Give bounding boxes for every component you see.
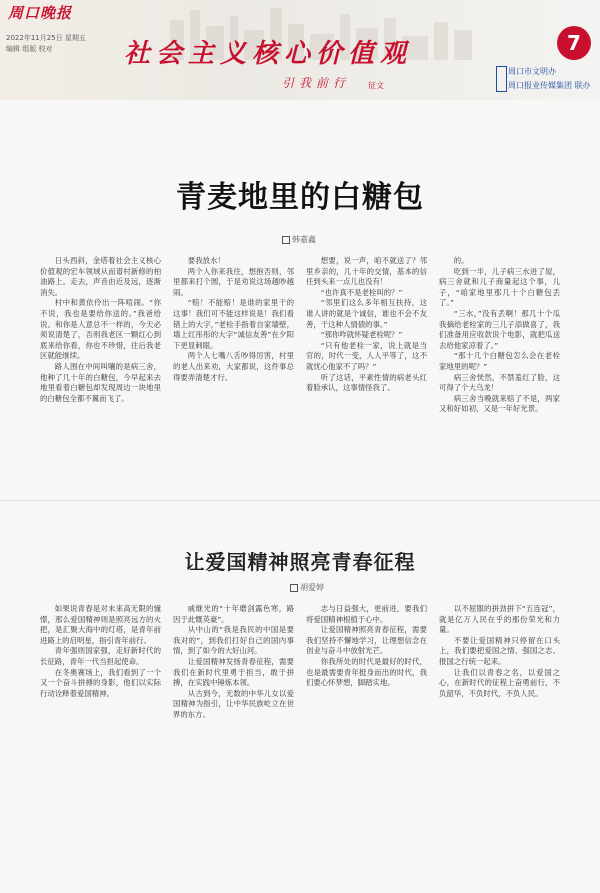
page-number-badge: 7 xyxy=(557,26,591,60)
article-1-author: 韩嘉鑫 xyxy=(292,235,316,244)
section-tagline: 引我前行 xyxy=(282,76,351,90)
paragraph: 路人围在中间叫嚷的是病三舍，他种了几十年的白糖包，今早起来去地里看着白糖包却发现周边一块地里的白糖包全都不翼而飞了。 xyxy=(40,361,161,403)
paragraph: 吃到一半，儿子病三水进了屋，病三舍就和儿子商量起这个事，儿子，“咱家地里那几十个白糖包丢了。” xyxy=(439,266,560,308)
paragraph: 你我所处的时代是最好的时代，也是最需要青年挺身而出的时代，我们要心怀梦想，脚踏实地。 xyxy=(306,656,427,688)
paragraph: 从中山的“我是我民的中国是要我对的”，到我们打好自己的国内事情，到了如今的大好山河。 xyxy=(173,625,294,656)
paragraph: 日头西斜，金塔着社会主义核心价值观的宏车领域从而谱村新修的柏油路上。走去，声音由近及远，逐渐消失。 xyxy=(40,256,161,297)
paragraph: 如果说青春是对未来高无限的憧憬，那么爱国精神则是照亮远方的火把，是汇聚大海中的灯塔，是青年前进路上的启明星，指引青年前行。 xyxy=(40,604,161,645)
paragraph: “只有他老栓一家，说上就是当官的，时代一变，人人平等了，这不就忧心他家不了吗？” xyxy=(306,340,427,371)
paragraph: 从古到今，无数的中华儿女以爱国精神为指引，让中华民族屹立在世界的东方。 xyxy=(173,688,294,719)
paragraph: 的。 xyxy=(453,256,469,265)
organizer-1: 周口市文明办 xyxy=(508,67,556,76)
paragraph: “那你咋就怀疑老栓呢？” xyxy=(320,330,403,340)
byline-box-icon xyxy=(282,236,290,244)
paragraph: 以不屈服的拼劲拼下“五连冠”，就是亿万人民在乎的那份荣光和力量。 xyxy=(439,604,560,635)
article-2-title: 让爱国精神照亮青春征程 xyxy=(184,550,416,574)
paragraph: 戚继光的“十年磨剑露色寒，路因于此慨英豪”。 xyxy=(173,604,294,624)
paragraph: 病三舍恍然，不禁羞红了脸，这可得了个大乌龙！ xyxy=(439,372,560,393)
article-1-byline xyxy=(282,234,316,245)
paragraph: 村中和黄依伶出一阵喧闹。“你不说，我也是要给你送的。”我爸给说。和你是人意总不一样的，今天必须说清楚了，否则我老区一颗红心到底来给你看，你也不珍惜，往后我老区就能继续。 xyxy=(40,298,161,361)
org-bracket xyxy=(496,66,507,92)
organizer-2: 周口报业传媒集团 联办 xyxy=(508,81,591,90)
article-1-column-3 xyxy=(306,256,427,468)
paragraph: “邻里们这么多年相互扶持，这谁人讲的就是个诚信，谁也不会不友善，干这种人情债的事。” xyxy=(306,298,427,329)
page-header xyxy=(0,0,600,100)
paragraph: “赔！不能赔！是谁的家里干的这事！我们可不能这样说是！我们看错上的大字，”老栓手指着自家墙壁，墙上红彤彤的大字“诚信友善”在夕阳下更显刺眼。 xyxy=(173,298,294,350)
paragraph: 想要，说一声，咱不就送了？邻里乡亲的，几十年的交情，基本的信任到头来一点儿也没有！ xyxy=(306,256,427,287)
paragraph: 两个人七嘴八舌吵得厉害，村里的老人出来劝，大家都说，这件事总得要弄清楚才行。 xyxy=(173,351,294,382)
section-divider xyxy=(0,500,600,501)
paragraph: 志与日益强大，更前进，要我们将爱国精神根植于心中。 xyxy=(306,604,427,624)
paragraph: 两个人你来我往，想抱否则，邻里都来打个圆，于是劝说这场越吵越闹。 xyxy=(173,266,294,297)
paragraph: 要我放水！ xyxy=(187,256,225,265)
article-2-body xyxy=(40,604,560,818)
byline-box-icon xyxy=(290,584,298,592)
article-1-column-1 xyxy=(40,256,161,468)
editor-credits: 编辑 组版 校对 xyxy=(6,45,53,53)
article-2-column-3 xyxy=(306,604,427,818)
paragraph: 让我们以青春之名，以爱国之心，在新时代的征程上奋勇前行，不负韶华，不负时代，不负人民。 xyxy=(439,667,560,698)
article-2-column-1 xyxy=(40,604,161,818)
paragraph: 不要让爱国精神只停留在口头上，我们要把爱国之情、强国之志、报国之行统一起来。 xyxy=(439,635,560,666)
paragraph: 在冬奥赛场上，我们看到了一个又一个奋斗拼搏的身影，他们以实际行动诠释着爱国精神。 xyxy=(40,667,161,698)
article-2-column-2 xyxy=(173,604,294,818)
paragraph: 让爱国精神发扬青春征程，需要我们在新时代里勇于担当，敢于拼搏，在实践中锤炼本领。 xyxy=(173,656,294,688)
paragraph: 让爱国精神照亮青春征程，需要我们坚持不懈地学习，让理想信念在创业与奋斗中放射光芒。 xyxy=(306,625,427,656)
article-1-body xyxy=(40,256,560,468)
paragraph: “那十几个白糖包怎么会在老栓家地里的呢？” xyxy=(439,351,560,371)
paragraph: 病三舍当晚就来赔了不是，两家又和好如初，又是一年好光景。 xyxy=(439,393,560,414)
article-2-author: 胡爱婷 xyxy=(300,583,324,592)
article-1-column-4 xyxy=(439,256,560,468)
newspaper-masthead: 周口晚报 xyxy=(8,4,73,22)
article-2-byline xyxy=(290,582,324,593)
paragraph: “三水，”没有丢啊！那几十个瓜我摘给老栓家的三儿子添做喜了，我们准备用应收款说个电影，就把瓜送去给他家凉着了。” xyxy=(439,308,560,350)
paragraph: 听了这话，平素性情的病老头红着脸承认，这事情怪我了。 xyxy=(306,372,427,393)
tagline-author: 征文 xyxy=(368,81,384,90)
paragraph: 青年强则国家强，走好新时代的长征路，青年一代当担起使命。 xyxy=(40,646,161,666)
article-1-column-2 xyxy=(173,256,294,468)
article-2-column-4 xyxy=(439,604,560,818)
section-banner: 社会主义核心价值观 xyxy=(124,39,413,69)
issue-date: 2022年11月25日 星期五 xyxy=(6,34,86,42)
article-1-title: 青麦地里的白糖包 xyxy=(176,180,424,215)
paragraph: “也许真不是老栓叫的？” xyxy=(320,287,403,297)
